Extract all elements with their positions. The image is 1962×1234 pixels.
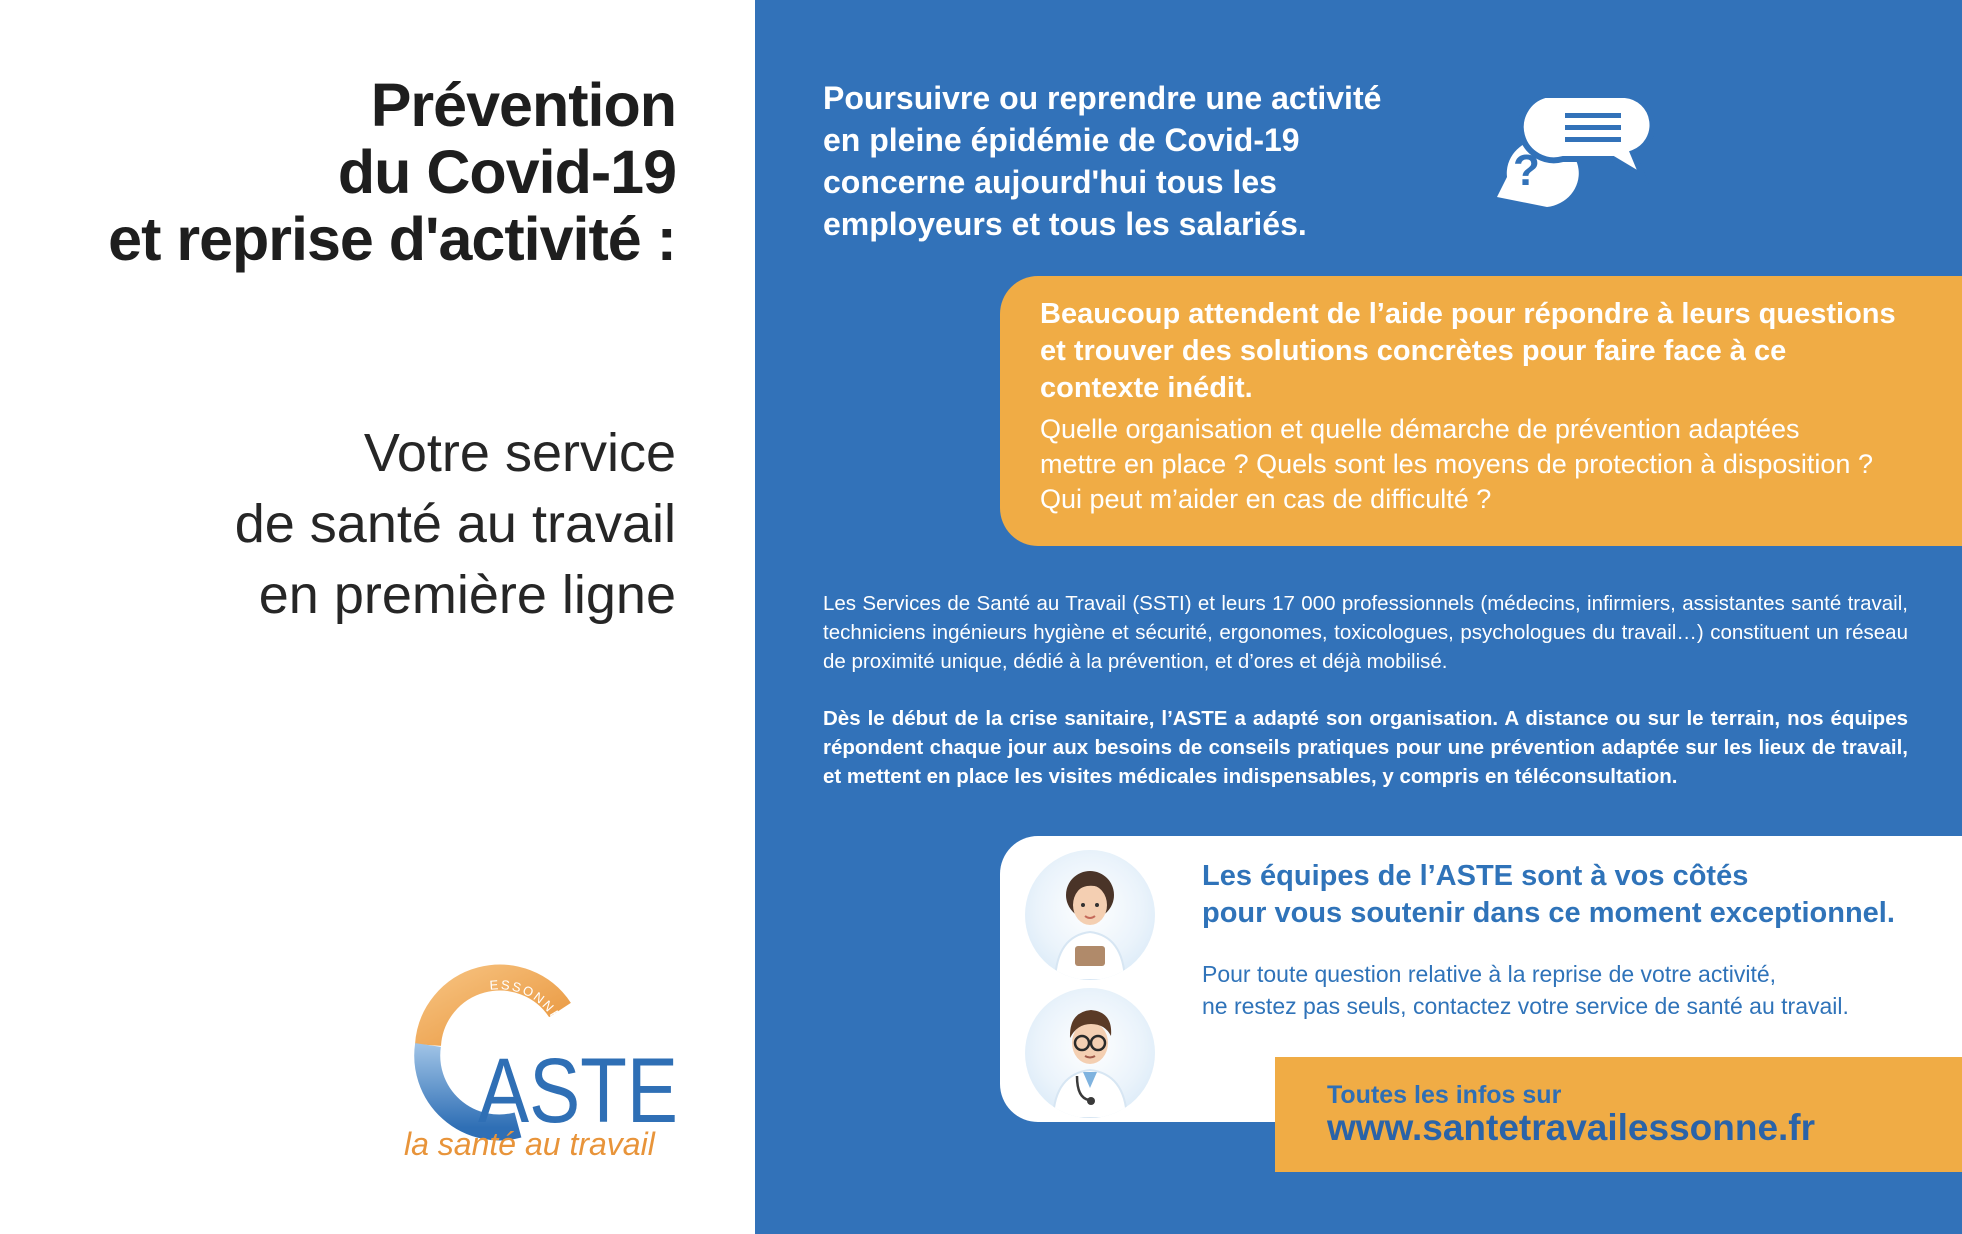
questions-bold-line-3: contexte inédit. (1040, 372, 1253, 404)
questions-bold-line-2: et trouver des solutions concrètes pour faire face à ce (1040, 335, 1787, 367)
questions-bold-line-1: Beaucoup attendent de l’aide pour répondre à leurs questions (1040, 298, 1896, 330)
left-panel (0, 0, 755, 1234)
logo-ring-text: ESSONNE (489, 977, 566, 1025)
team-text-line-2: ne restez pas seuls, contactez votre service de santé au travail. (1202, 993, 1849, 1019)
questions-line-1: Quelle organisation et quelle démarche de prévention adaptées (1040, 414, 1800, 444)
page-title (16, 72, 676, 273)
team-text (1202, 958, 1942, 1022)
intro-line-1: Poursuivre ou reprendre une activité (823, 80, 1382, 116)
ssti-paragraph: Les Services de Santé au Travail (SSTI) et leurs 17 000 professionnels (médecins, infirmiers, assistantes santé travail, techniciens ingénieurs hygiène et sécurité, ergonomes, toxicologues, psychologues du travail…) constituent un réseau de proximité unique, dédié à la prévention, et d’ores et déjà mobilisé. (823, 592, 1908, 673)
questions-line-2: mettre en place ? Quels sont les moyens de protection à disposition ? (1040, 449, 1873, 479)
intro-line-4: employeurs et tous les salariés. (823, 206, 1307, 242)
title-line-1: Prévention (370, 71, 676, 139)
questions-box (1000, 276, 1962, 546)
right-panel (755, 0, 1962, 1234)
subtitle-line-3: en première ligne (258, 565, 676, 625)
svg-text:?: ? (1513, 146, 1540, 195)
info-label: Toutes les infos sur (1327, 1081, 1562, 1109)
questions-text (1040, 412, 1940, 517)
logo-tagline: la santé au travail (404, 1126, 655, 1162)
aste-paragraph: Dès le début de la crise sanitaire, l’ASTE a adapté son organisation. A distance ou sur le terrain, nos équipes répondent chaque jour aux besoins de conseils pratiques pour une prévention adaptée sur les lieux de travail, et mettent en place les visites médicales indispensables, y compris en téléconsultation. (823, 707, 1908, 788)
team-title-line-2: pour vous soutenir dans ce moment exceptionnel. (1202, 897, 1895, 929)
info-banner (1275, 1057, 1962, 1172)
team-title-line-1: Les équipes de l’ASTE sont à vos côtés (1202, 860, 1749, 892)
subtitle-line-1: Votre service (363, 423, 676, 483)
male-doctor-avatar (1025, 988, 1155, 1118)
website-link[interactable]: www.santetravailessonne.fr (1327, 1107, 1816, 1148)
title-line-3: et reprise d'activité : (108, 205, 676, 273)
questions-bold-text (1040, 296, 1940, 407)
chat-question-icon (1485, 85, 1655, 215)
team-title (1202, 858, 1942, 932)
intro-text (823, 77, 1423, 245)
page-subtitle (16, 418, 676, 631)
team-text-line-1: Pour toute question relative à la reprise de votre activité, (1202, 961, 1777, 987)
intro-line-2: en pleine épidémie de Covid-19 (823, 122, 1300, 158)
title-line-2: du Covid-19 (337, 138, 676, 206)
logo-name: ASTE (478, 1040, 678, 1142)
questions-line-3: Qui peut m’aider en cas de difficulté ? (1040, 484, 1492, 514)
subtitle-line-2: de santé au travail (234, 494, 676, 554)
female-doctor-avatar (1025, 850, 1155, 980)
intro-line-3: concerne aujourd'hui tous les (823, 164, 1277, 200)
